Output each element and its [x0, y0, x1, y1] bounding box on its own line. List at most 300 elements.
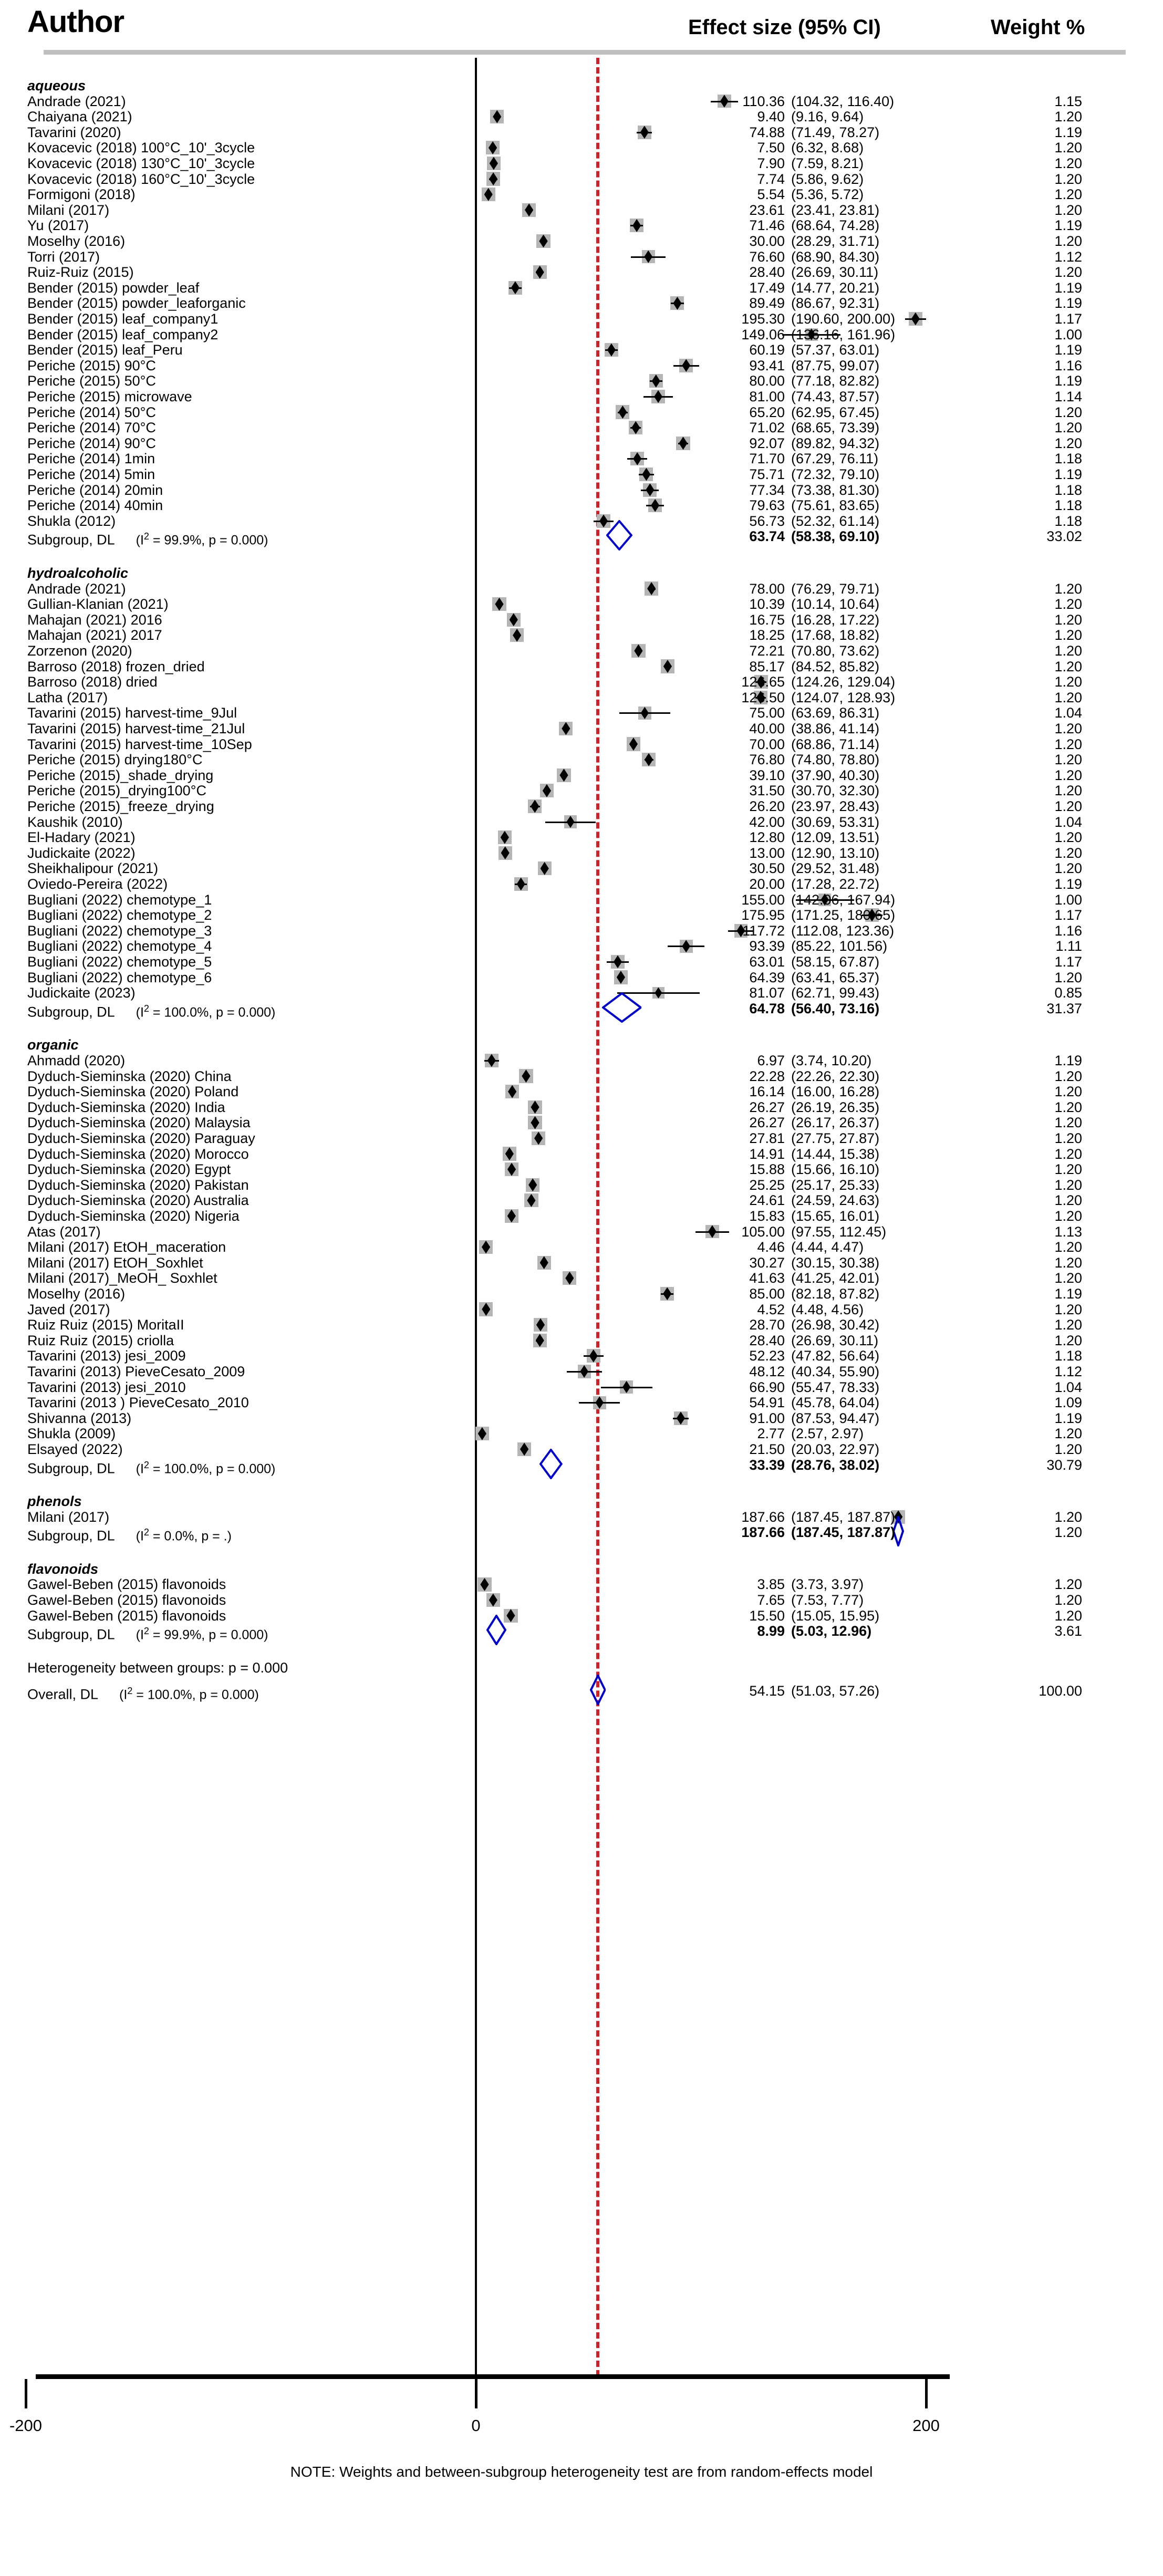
- study-label: Atas (2017): [27, 1223, 101, 1240]
- study-label: Bender (2015) leaf_Peru: [27, 342, 183, 358]
- study-weight: 1.20: [1054, 1161, 1082, 1178]
- study-confidence-interval: (7.59, 8.21): [791, 155, 864, 171]
- study-confidence-interval: (84.52, 85.82): [791, 658, 880, 674]
- study-weight: 1.20: [1054, 1177, 1082, 1193]
- study-effect-size: 27.81: [749, 1130, 785, 1146]
- study-confidence-interval: (3.73, 3.97): [791, 1576, 864, 1593]
- study-confidence-interval: (28.29, 31.71): [791, 233, 880, 249]
- study-label: Shukla (2012): [27, 513, 116, 529]
- table-row: [0, 497, 1163, 513]
- study-confidence-interval: (41.25, 42.01): [791, 1270, 880, 1286]
- subgroup-label: Subgroup, DL ($I^2 = 100.0\%$, p = 0.000): [27, 1459, 276, 1476]
- study-weight: 1.14: [1054, 389, 1082, 404]
- study-effect-size: 175.95: [741, 907, 785, 923]
- study-weight: 1.20: [1054, 1441, 1082, 1457]
- table-row: [0, 1208, 1163, 1224]
- study-confidence-interval: (68.86, 71.14): [791, 736, 880, 752]
- study-confidence-interval: (38.86, 41.14): [791, 720, 880, 736]
- table-row: [0, 451, 1163, 466]
- study-effect-size: 78.00: [749, 580, 785, 597]
- study-label: Yu (2017): [27, 217, 89, 234]
- study-confidence-interval: (87.53, 94.47): [791, 1410, 880, 1426]
- study-weight: 1.20: [1054, 1317, 1082, 1333]
- table-row: [0, 1395, 1163, 1410]
- study-effect-size: 75.00: [749, 705, 785, 721]
- study-weight: 1.20: [1054, 596, 1082, 612]
- subgroup-weight: 30.79: [1046, 1457, 1082, 1473]
- subgroup-confidence-interval: (58.38, 69.10): [791, 528, 880, 545]
- study-label: Milani (2017) EtOH_maceration: [27, 1239, 226, 1255]
- footnote: NOTE: Weights and between-subgroup heterogeneity test are from random-effects model: [290, 2464, 873, 2480]
- study-label: Tavarini (2015) harvest-time_21Jul: [27, 720, 245, 736]
- table-row: [0, 829, 1163, 845]
- table-row: [0, 389, 1163, 404]
- study-weight: 1.16: [1054, 357, 1082, 373]
- subgroup-weight: 31.37: [1046, 1000, 1082, 1016]
- study-effect-size: 4.46: [757, 1239, 785, 1255]
- page-title: Author: [27, 5, 124, 39]
- study-label: Periche (2015) microwave: [27, 389, 192, 404]
- subgroup-summary-row: [0, 528, 1163, 548]
- study-label: Dyduch-Sieminska (2020) Pakistan: [27, 1177, 249, 1193]
- study-weight: 1.11: [1055, 938, 1082, 954]
- study-effect-size: 48.12: [749, 1363, 785, 1379]
- study-effect-size: 30.00: [749, 233, 785, 249]
- study-confidence-interval: (25.17, 25.33): [791, 1177, 880, 1193]
- study-weight: 1.13: [1054, 1223, 1082, 1240]
- study-effect-size: 5.54: [757, 186, 785, 203]
- study-effect-size: 7.90: [757, 155, 785, 171]
- study-label: El-Hadary (2021): [27, 829, 136, 846]
- study-effect-size: 24.61: [749, 1192, 785, 1209]
- study-label: Andrade (2021): [27, 93, 126, 109]
- subgroup-label: Subgroup, DL ($I^2 = 0.0\%$, p = .): [27, 1527, 232, 1544]
- subgroup-weight: 3.61: [1054, 1623, 1082, 1639]
- study-weight: 1.20: [1054, 969, 1082, 985]
- study-weight: 1.04: [1054, 814, 1082, 830]
- subgroup-weight: 1.20: [1054, 1524, 1082, 1541]
- study-confidence-interval: (37.90, 40.30): [791, 767, 880, 783]
- table-row: [0, 373, 1163, 389]
- study-effect-size: 60.19: [749, 342, 785, 358]
- study-effect-size: 56.73: [749, 513, 785, 529]
- subgroup-effect-size: 8.99: [757, 1623, 785, 1639]
- table-row: [0, 845, 1163, 861]
- study-confidence-interval: (70.80, 73.62): [791, 642, 880, 659]
- study-confidence-interval: (63.69, 86.31): [791, 705, 880, 721]
- table-row: [0, 186, 1163, 202]
- table-row: [0, 1348, 1163, 1364]
- study-effect-size: 40.00: [749, 720, 785, 736]
- table-row: [0, 721, 1163, 736]
- study-weight: 1.20: [1054, 860, 1082, 877]
- study-weight: 1.12: [1054, 1363, 1082, 1379]
- study-weight: 1.20: [1054, 1509, 1082, 1525]
- table-row: [0, 1068, 1163, 1084]
- study-confidence-interval: (124.07, 128.93): [791, 689, 896, 705]
- table-row: [0, 1084, 1163, 1099]
- study-confidence-interval: (55.47, 78.33): [791, 1379, 880, 1395]
- study-confidence-interval: (6.32, 8.68): [791, 140, 864, 156]
- pooled-estimate-diamond: [486, 1615, 506, 1647]
- study-weight: 1.19: [1054, 342, 1082, 358]
- study-label: Dyduch-Sieminska (2020) India: [27, 1099, 225, 1115]
- table-row: [0, 155, 1163, 171]
- study-effect-size: 31.50: [749, 783, 785, 799]
- study-weight: 1.19: [1054, 279, 1082, 296]
- study-label: Periche (2015)_shade_drying: [27, 767, 214, 783]
- study-weight: 1.20: [1054, 798, 1082, 814]
- subgroup-effect-size: 64.78: [749, 1000, 785, 1016]
- study-label: Kaushik (2010): [27, 814, 123, 830]
- study-confidence-interval: (15.05, 15.95): [791, 1607, 880, 1624]
- table-row: [0, 171, 1163, 187]
- study-label: Shivanna (2013): [27, 1410, 132, 1426]
- table-row: [0, 513, 1163, 529]
- table-row: [0, 1177, 1163, 1193]
- study-weight: 1.20: [1054, 404, 1082, 420]
- study-effect-size: 26.27: [749, 1115, 785, 1131]
- study-effect-size: 81.00: [749, 389, 785, 404]
- study-effect-size: 75.71: [749, 466, 785, 482]
- study-label: Periche (2014) 5min: [27, 466, 155, 482]
- study-weight: 1.20: [1054, 1607, 1082, 1624]
- study-weight: 1.20: [1054, 642, 1082, 659]
- study-effect-size: 117.72: [742, 922, 785, 939]
- study-effect-size: 17.49: [749, 279, 785, 296]
- study-weight: 1.20: [1054, 752, 1082, 768]
- study-effect-size: 28.40: [749, 264, 785, 281]
- study-effect-size: 14.91: [749, 1146, 785, 1162]
- study-label: Periche (2014) 70°C: [27, 420, 156, 436]
- study-effect-size: 126.50: [741, 689, 785, 705]
- study-effect-size: 7.50: [757, 140, 785, 156]
- study-label: Periche (2015)_freeze_drying: [27, 798, 214, 814]
- study-effect-size: 79.63: [749, 497, 785, 514]
- overall-weight: 100.00: [1039, 1683, 1082, 1699]
- table-row: [0, 938, 1163, 954]
- study-weight: 1.19: [1054, 1285, 1082, 1302]
- table-row: [0, 1317, 1163, 1333]
- study-weight: 1.20: [1054, 783, 1082, 799]
- subgroup-weight: 33.02: [1046, 528, 1082, 545]
- subgroup-label: Subgroup, DL ($I^2 = 99.9\%$, p = 0.000): [27, 1626, 268, 1643]
- table-row: [0, 466, 1163, 482]
- study-effect-size: 7.74: [757, 171, 785, 187]
- table-row: [0, 94, 1163, 109]
- study-label: Bugliani (2022) chemotype_6: [27, 969, 212, 985]
- study-effect-size: 10.39: [749, 596, 785, 612]
- study-effect-size: 39.10: [749, 767, 785, 783]
- study-confidence-interval: (20.03, 22.97): [791, 1441, 880, 1457]
- study-confidence-interval: (2.57, 2.97): [791, 1426, 864, 1442]
- study-label: Dyduch-Sieminska (2020) China: [27, 1068, 232, 1084]
- axis-tick-label: 0: [471, 2416, 481, 2435]
- overall-effect-size: 54.15: [749, 1683, 785, 1699]
- table-row: [0, 420, 1163, 435]
- group-label-flavonoids: flavonoids: [27, 1561, 99, 1577]
- study-effect-size: 54.91: [749, 1395, 785, 1411]
- table-row: [0, 798, 1163, 814]
- study-confidence-interval: (187.45, 187.87): [791, 1509, 896, 1525]
- table-row: [0, 482, 1163, 498]
- study-confidence-interval: (68.90, 84.30): [791, 248, 880, 265]
- group-label-aqueous: aqueous: [27, 78, 86, 94]
- study-confidence-interval: (26.19, 26.35): [791, 1099, 880, 1115]
- study-effect-size: 23.61: [749, 202, 785, 218]
- study-label: Bender (2015) powder_leaf: [27, 279, 200, 296]
- axis-tick-label: 200: [912, 2416, 940, 2435]
- study-label: Periche (2015) drying180°C: [27, 752, 203, 768]
- table-row: [0, 783, 1163, 798]
- study-confidence-interval: (190.60, 200.00): [791, 311, 896, 327]
- table-row: [0, 659, 1163, 674]
- study-confidence-interval: (86.67, 92.31): [791, 295, 880, 311]
- pooled-estimate-diamond: [602, 992, 642, 1025]
- study-confidence-interval: (15.66, 16.10): [791, 1161, 880, 1178]
- study-confidence-interval: (74.80, 78.80): [791, 752, 880, 768]
- study-effect-size: 64.39: [749, 969, 785, 985]
- study-label: Periche (2014) 1min: [27, 451, 155, 467]
- group-label-hydroalcoholic: hydroalcoholic: [27, 565, 129, 581]
- table-row: [0, 404, 1163, 420]
- study-label: Periche (2014) 50°C: [27, 404, 156, 420]
- table-row: [0, 954, 1163, 970]
- table-row: [0, 124, 1163, 140]
- study-weight: 1.20: [1054, 1192, 1082, 1209]
- study-confidence-interval: (5.36, 5.72): [791, 186, 864, 203]
- study-confidence-interval: (74.43, 87.57): [791, 389, 880, 404]
- study-label: Moselhy (2016): [27, 1285, 126, 1302]
- study-weight: 1.20: [1054, 1270, 1082, 1286]
- study-effect-size: 26.20: [749, 798, 785, 814]
- table-row: [0, 1441, 1163, 1457]
- study-label: Elsayed (2022): [27, 1441, 123, 1457]
- study-label: Gawel-Beben (2015) flavonoids: [27, 1607, 226, 1624]
- study-effect-size: 66.90: [749, 1379, 785, 1395]
- table-row: [0, 752, 1163, 767]
- study-weight: 1.18: [1054, 1348, 1082, 1364]
- table-row: [0, 1286, 1163, 1302]
- study-weight: 1.20: [1054, 1099, 1082, 1115]
- study-confidence-interval: (57.37, 63.01): [791, 342, 880, 358]
- study-label: Judickaite (2022): [27, 845, 136, 861]
- study-label: Tavarini (2015) harvest-time_10Sep: [27, 736, 252, 752]
- table-row: [0, 1255, 1163, 1271]
- subgroup-effect-size: 33.39: [749, 1457, 785, 1473]
- study-confidence-interval: (12.09, 13.51): [791, 829, 880, 846]
- study-label: Bender (2015) leaf_company2: [27, 326, 219, 342]
- study-label: Judickaite (2023): [27, 985, 136, 1001]
- study-weight: 1.20: [1054, 233, 1082, 249]
- study-confidence-interval: (52.32, 61.14): [791, 513, 880, 529]
- study-weight: 1.20: [1054, 611, 1082, 628]
- study-weight: 1.18: [1054, 482, 1082, 498]
- study-effect-size: 149.06: [741, 326, 785, 342]
- study-weight: 1.20: [1054, 435, 1082, 451]
- study-label: Javed (2017): [27, 1301, 110, 1317]
- study-label: Bender (2015) leaf_company1: [27, 311, 219, 327]
- axis-tick: [475, 2379, 477, 2408]
- subgroup-confidence-interval: (187.45, 187.87): [791, 1524, 896, 1541]
- study-effect-size: 187.66: [741, 1509, 785, 1525]
- study-label: Ahmadd (2020): [27, 1052, 126, 1068]
- study-weight: 1.20: [1054, 202, 1082, 218]
- subgroup-confidence-interval: (28.76, 38.02): [791, 1457, 880, 1473]
- subgroup-effect-size: 63.74: [749, 528, 785, 545]
- table-row: [0, 1192, 1163, 1208]
- study-label: Ruiz Ruiz (2015) MoritaII: [27, 1317, 184, 1333]
- study-label: Mahajan (2021) 2017: [27, 627, 162, 643]
- study-weight: 1.20: [1054, 1301, 1082, 1317]
- study-label: Dyduch-Sieminska (2020) Malaysia: [27, 1115, 251, 1131]
- table-row: [0, 892, 1163, 908]
- study-weight: 1.20: [1054, 1426, 1082, 1442]
- study-confidence-interval: (89.82, 94.32): [791, 435, 880, 451]
- column-header-weight: Weight %: [991, 16, 1085, 39]
- study-weight: 1.17: [1054, 907, 1082, 923]
- study-confidence-interval: (58.15, 67.87): [791, 953, 880, 970]
- table-row: [0, 358, 1163, 373]
- study-effect-size: 16.75: [749, 611, 785, 628]
- study-label: Kovacevic (2018) 100°C_10'_3cycle: [27, 140, 255, 156]
- study-weight: 1.17: [1054, 311, 1082, 327]
- table-row: [0, 1239, 1163, 1255]
- study-label: Torri (2017): [27, 248, 100, 265]
- study-effect-size: 105.00: [741, 1223, 785, 1240]
- study-confidence-interval: (97.55, 112.45): [791, 1223, 887, 1240]
- study-effect-size: 52.23: [749, 1348, 785, 1364]
- study-label: Bugliani (2022) chemotype_4: [27, 938, 212, 954]
- study-label: Shukla (2009): [27, 1426, 116, 1442]
- study-weight: 1.00: [1054, 891, 1082, 908]
- study-confidence-interval: (62.95, 67.45): [791, 404, 880, 420]
- study-weight: 1.20: [1054, 674, 1082, 690]
- study-confidence-interval: (5.86, 9.62): [791, 171, 864, 187]
- study-weight: 1.20: [1054, 1208, 1082, 1224]
- study-label: Dyduch-Sieminska (2020) Poland: [27, 1084, 239, 1100]
- table-row: [0, 690, 1163, 705]
- study-weight: 1.19: [1054, 217, 1082, 234]
- study-confidence-interval: (72.32, 79.10): [791, 466, 880, 482]
- study-weight: 1.20: [1054, 1115, 1082, 1131]
- study-weight: 1.20: [1054, 1576, 1082, 1593]
- study-confidence-interval: (16.28, 17.22): [791, 611, 880, 628]
- study-weight: 1.19: [1054, 1052, 1082, 1068]
- study-weight: 1.20: [1054, 171, 1082, 187]
- study-label: Milani (2017): [27, 202, 110, 218]
- group-heading-phenols: [0, 1493, 1163, 1509]
- study-weight: 1.20: [1054, 1332, 1082, 1348]
- study-confidence-interval: (63.41, 65.37): [791, 969, 880, 985]
- study-label: Periche (2015) 90°C: [27, 357, 156, 373]
- study-weight: 1.19: [1054, 466, 1082, 482]
- study-confidence-interval: (171.25, 180.65): [791, 907, 896, 923]
- table-row: [0, 202, 1163, 218]
- study-weight: 1.09: [1054, 1395, 1082, 1411]
- table-row: [0, 1146, 1163, 1162]
- study-weight: 1.15: [1054, 93, 1082, 109]
- study-confidence-interval: (4.44, 4.47): [791, 1239, 864, 1255]
- study-weight: 1.04: [1054, 1379, 1082, 1395]
- study-label: Dyduch-Sieminska (2020) Nigeria: [27, 1208, 240, 1224]
- study-weight: 1.20: [1054, 829, 1082, 846]
- study-effect-size: 89.49: [749, 295, 785, 311]
- study-label: Kovacevic (2018) 130°C_10'_3cycle: [27, 155, 255, 171]
- study-label: Bugliani (2022) chemotype_1: [27, 891, 212, 908]
- study-label: Dyduch-Sieminska (2020) Egypt: [27, 1161, 231, 1178]
- study-weight: 1.19: [1054, 373, 1082, 389]
- study-weight: 1.20: [1054, 580, 1082, 597]
- table-row: [0, 1130, 1163, 1146]
- study-weight: 1.20: [1054, 845, 1082, 861]
- overall-summary-row: [0, 1683, 1163, 1702]
- study-effect-size: 2.77: [757, 1426, 785, 1442]
- study-confidence-interval: (17.68, 18.82): [791, 627, 880, 643]
- study-label: Milani (2017)_MeOH_ Soxhlet: [27, 1270, 217, 1286]
- study-effect-size: 195.30: [741, 311, 785, 327]
- study-weight: 1.04: [1054, 705, 1082, 721]
- study-weight: 1.20: [1054, 720, 1082, 736]
- axis-tick-label: -200: [9, 2416, 43, 2435]
- table-row: [0, 1224, 1163, 1240]
- group-heading-flavonoids: [0, 1561, 1163, 1577]
- study-weight: 1.20: [1054, 658, 1082, 674]
- study-weight: 1.19: [1054, 124, 1082, 140]
- table-row: [0, 674, 1163, 690]
- study-confidence-interval: (29.52, 31.48): [791, 860, 880, 877]
- table-row: [0, 1410, 1163, 1426]
- study-label: Tavarini (2013) jesi_2009: [27, 1348, 186, 1364]
- study-weight: 1.20: [1054, 736, 1082, 752]
- study-confidence-interval: (23.41, 23.81): [791, 202, 880, 218]
- study-confidence-interval: (71.49, 78.27): [791, 124, 880, 140]
- table-row: [0, 1426, 1163, 1441]
- study-confidence-interval: (75.61, 83.65): [791, 497, 880, 514]
- study-effect-size: 3.85: [757, 1576, 785, 1593]
- study-label: Mahajan (2021) 2016: [27, 611, 162, 628]
- study-confidence-interval: (45.78, 64.04): [791, 1395, 880, 1411]
- study-effect-size: 41.63: [749, 1270, 785, 1286]
- study-confidence-interval: (26.17, 26.37): [791, 1115, 880, 1131]
- study-weight: 1.00: [1054, 326, 1082, 342]
- study-effect-size: 6.97: [757, 1052, 785, 1068]
- study-label: Zorzenon (2020): [27, 642, 132, 659]
- table-row: [0, 233, 1163, 249]
- study-label: Bugliani (2022) chemotype_3: [27, 922, 212, 939]
- study-weight: 1.19: [1054, 876, 1082, 892]
- study-weight: 1.20: [1054, 1239, 1082, 1255]
- study-label: Dyduch-Sieminska (2020) Australia: [27, 1192, 249, 1209]
- group-heading-hydroalcoholic: [0, 565, 1163, 581]
- study-effect-size: 70.00: [749, 736, 785, 752]
- study-label: Dyduch-Sieminska (2020) Paraguay: [27, 1130, 255, 1146]
- study-confidence-interval: (30.15, 30.38): [791, 1254, 880, 1271]
- study-label: Latha (2017): [27, 689, 108, 705]
- axis-tick: [925, 2379, 928, 2408]
- study-effect-size: 71.70: [749, 451, 785, 467]
- study-effect-size: 71.46: [749, 217, 785, 234]
- study-weight: 1.18: [1054, 451, 1082, 467]
- study-confidence-interval: (30.69, 53.31): [791, 814, 880, 830]
- table-row: [0, 612, 1163, 628]
- between-group-heterogeneity: Heterogeneity between groups: p = 0.000: [27, 1659, 288, 1676]
- study-confidence-interval: (15.65, 16.01): [791, 1208, 880, 1224]
- table-row: [0, 1592, 1163, 1608]
- table-row: [0, 1333, 1163, 1348]
- table-row: [0, 249, 1163, 265]
- study-label: Milani (2017): [27, 1509, 110, 1525]
